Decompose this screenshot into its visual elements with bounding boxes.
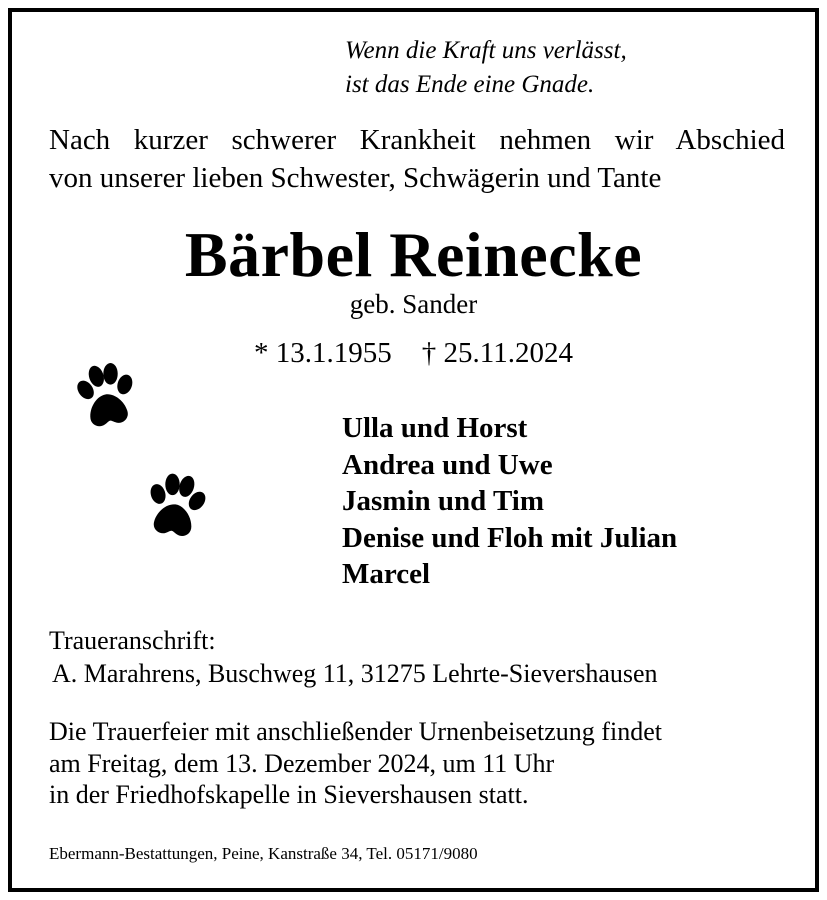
mourner-item: Marcel [342,558,431,590]
death-date: † 25.11.2024 [421,337,573,369]
mourners-list [342,410,677,593]
birth-date: * 13.1.1955 [254,337,392,369]
maiden-name: geb. Sander [349,289,478,319]
service-line: am Freitag, dem 13. Dezember 2024, um 11 Uhr [49,748,555,778]
mourner-item: Denise und Floh mit Julian [342,521,678,554]
address-value: A. Marahrens, Buschweg 11, 31275 Lehrte-Sievershausen [52,659,658,688]
intro-line-1: Nach kurzer schwerer Krankheit nehmen wir Abschied [49,124,785,156]
mourner-item: Jasmin und Tim [342,485,545,517]
mourner-item: Andrea und Uwe [342,448,553,481]
paw-print-icon [70,362,142,434]
deceased-name: Bärbel Reinecke [184,219,643,290]
funeral-home-footer: Ebermann-Bestattungen, Peine, Kanstraße 34, Tel. 05171/9080 [49,844,478,863]
address-label: Traueranschrift: [49,626,216,655]
intro-line-2: von unserer lieben Schwester, Schwägerin und Tante [49,162,662,194]
quote-line-1: Wenn die Kraft uns verlässt, [345,37,627,64]
mourner-item: Ulla und Horst [342,412,528,444]
quote-line-2: ist das Ende eine Gnade. [345,71,595,98]
obituary-notice [8,8,819,892]
service-line: in der Friedhofskapelle in Sievershausen statt. [49,780,529,809]
service-info [49,716,662,811]
service-line: Die Trauerfeier mit anschließender Urnenbeisetzung findet [49,717,662,746]
paw-print-icon [139,472,211,544]
